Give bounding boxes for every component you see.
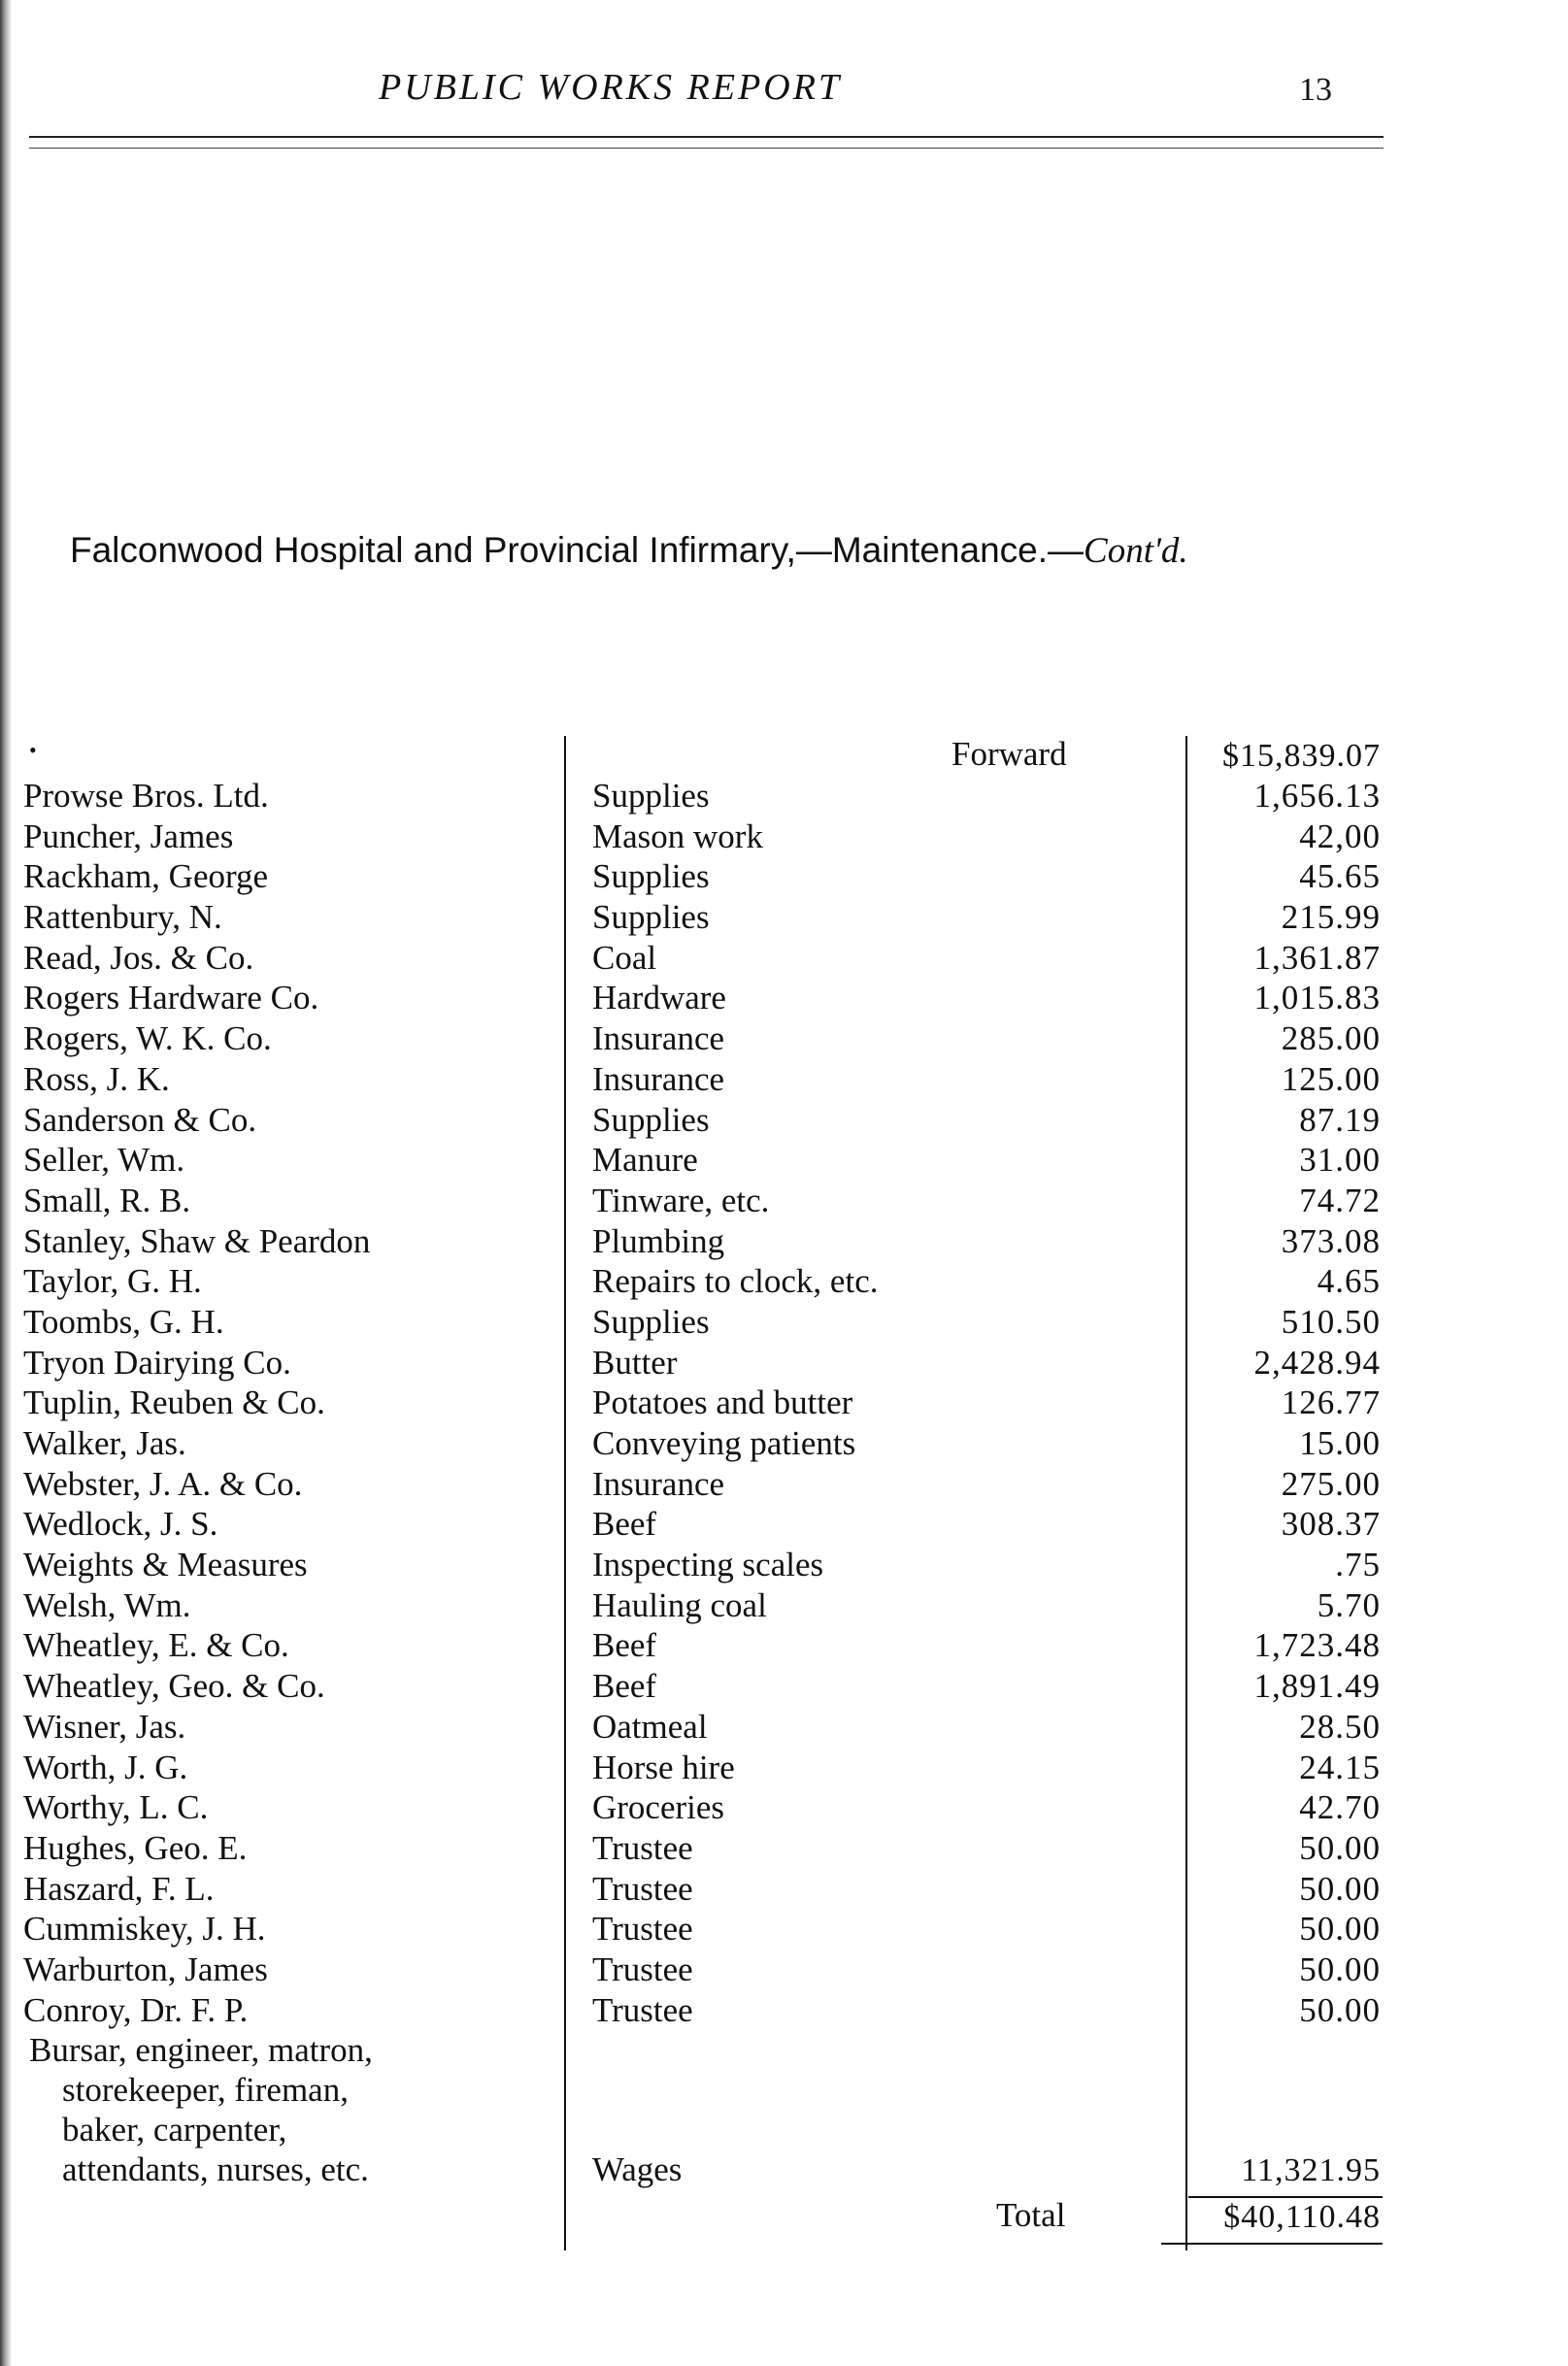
expense-amount: 126.77 xyxy=(1281,1383,1381,1422)
ledger-row xyxy=(0,1748,1398,1788)
payee-name: Rogers, W. K. Co. xyxy=(23,1019,272,1058)
expense-amount: 50.00 xyxy=(1299,1910,1381,1949)
section-title-text: Falconwood Hospital and Provincial Infirmary,—Maintenance.— xyxy=(70,530,1084,570)
expense-item: Insurance xyxy=(592,1059,725,1098)
ledger-row xyxy=(0,1383,1398,1423)
ledger-row xyxy=(0,1302,1398,1343)
expense-item: Trustee xyxy=(592,1949,693,1988)
expense-amount: 275.00 xyxy=(1281,1464,1381,1503)
forward-label: Forward xyxy=(951,735,1067,773)
expense-item: Supplies xyxy=(592,1302,710,1341)
expense-item: Hauling coal xyxy=(592,1585,767,1624)
wages-item: Wages xyxy=(592,2150,683,2188)
expense-amount: 74.72 xyxy=(1299,1181,1381,1219)
expense-item: Conveying patients xyxy=(592,1424,856,1462)
expense-item: Groceries xyxy=(592,1788,725,1827)
expense-amount: 2,428.94 xyxy=(1253,1343,1381,1382)
ledger-row xyxy=(0,1100,1398,1141)
expense-item: Beef xyxy=(592,1667,657,1706)
expense-amount: 215.99 xyxy=(1281,898,1381,937)
ledger-row xyxy=(0,1869,1398,1910)
expense-amount: 50.00 xyxy=(1299,1828,1381,1867)
payee-name: Prowse Bros. Ltd. xyxy=(23,777,269,815)
section-title xyxy=(70,530,1188,572)
bullet-mark: • xyxy=(29,738,37,762)
payee-name: Rackham, George xyxy=(23,857,269,896)
payee-name: Rogers Hardware Co. xyxy=(23,979,319,1017)
payee-name: Toombs, G. H. xyxy=(23,1302,224,1341)
expense-item: Inspecting scales xyxy=(592,1546,824,1584)
expense-amount: 4.65 xyxy=(1317,1262,1381,1301)
expense-amount: 50.00 xyxy=(1299,1949,1381,1988)
ledger-row xyxy=(0,1585,1398,1626)
header-rule-thin xyxy=(29,148,1384,149)
expense-amount: 125.00 xyxy=(1281,1059,1381,1098)
expense-amount: .75 xyxy=(1335,1546,1381,1584)
payee-name: Hughes, Geo. E. xyxy=(23,1828,248,1867)
ledger-row xyxy=(0,1787,1398,1828)
payee-name: Taylor, G. H. xyxy=(23,1262,202,1301)
payee-name: Worthy, L. C. xyxy=(23,1788,209,1827)
ledger-row xyxy=(0,1909,1398,1949)
payee-name: Seller, Wm. xyxy=(23,1141,185,1180)
payee-name: Wedlock, J. S. xyxy=(23,1505,218,1544)
ledger-row xyxy=(0,938,1398,979)
payee-name: Read, Jos. & Co. xyxy=(23,938,254,977)
payee-name: Sanderson & Co. xyxy=(23,1100,257,1139)
expense-amount: 285.00 xyxy=(1281,1019,1381,1058)
page-number: 13 xyxy=(1299,72,1332,108)
ledger-row xyxy=(0,1261,1398,1302)
payee-name: Webster, J. A. & Co. xyxy=(23,1464,303,1503)
payee-name: Tryon Dairying Co. xyxy=(23,1343,291,1382)
ledger-row xyxy=(0,1666,1398,1707)
expense-amount: 5.70 xyxy=(1317,1585,1381,1624)
ledger-row xyxy=(0,897,1398,938)
wages-line: storekeeper, fireman, xyxy=(62,2071,349,2109)
expense-amount: 1,723.48 xyxy=(1253,1626,1381,1665)
expense-amount: 50.00 xyxy=(1299,1990,1381,2029)
expense-item: Mason work xyxy=(592,816,763,855)
ledger-row xyxy=(0,1059,1398,1100)
payee-name: Ross, J. K. xyxy=(23,1059,170,1098)
ledger-row xyxy=(0,1464,1398,1505)
expense-item: Coal xyxy=(592,938,657,977)
expense-amount: 45.65 xyxy=(1299,857,1381,896)
wages-line: baker, carpenter, xyxy=(62,2111,287,2149)
expense-item: Supplies xyxy=(592,777,710,815)
wages-amount: 11,321.95 xyxy=(1241,2152,1381,2188)
payee-name: Cummiskey, J. H. xyxy=(23,1910,266,1949)
expense-item: Plumbing xyxy=(592,1221,725,1260)
expense-item: Trustee xyxy=(592,1828,693,1867)
ledger-row xyxy=(0,856,1398,897)
ledger-row xyxy=(0,1018,1398,1059)
payee-name: Wisner, Jas. xyxy=(23,1707,186,1746)
ledger-row xyxy=(0,1423,1398,1464)
payee-name: Stanley, Shaw & Peardon xyxy=(23,1221,371,1260)
expense-amount: 1,891.49 xyxy=(1253,1667,1381,1706)
ledger-row xyxy=(0,1828,1398,1869)
total-label: Total xyxy=(996,2196,1066,2234)
expense-item: Beef xyxy=(592,1505,657,1544)
expense-item: Manure xyxy=(592,1141,698,1180)
ledger-row xyxy=(0,776,1398,816)
payee-name: Welsh, Wm. xyxy=(23,1585,191,1624)
ledger-row xyxy=(0,1545,1398,1585)
expense-item: Potatoes and butter xyxy=(592,1383,853,1422)
expense-item: Supplies xyxy=(592,1100,710,1139)
expense-item: Horse hire xyxy=(592,1748,735,1786)
expense-amount: 510.50 xyxy=(1281,1302,1381,1341)
payee-name: Walker, Jas. xyxy=(23,1424,186,1462)
ledger-row xyxy=(0,978,1398,1018)
ledger-row xyxy=(0,1140,1398,1181)
expense-item: Trustee xyxy=(592,1990,693,2029)
expense-amount: 1,656.13 xyxy=(1253,777,1381,815)
running-head: PUBLIC WORKS REPORT xyxy=(379,67,843,108)
expense-item: Tinware, etc. xyxy=(592,1181,770,1219)
payee-name: Conroy, Dr. F. P. xyxy=(23,1990,249,2029)
expense-item: Hardware xyxy=(592,979,726,1017)
expense-item: Oatmeal xyxy=(592,1707,708,1746)
expense-amount: 42,00 xyxy=(1299,816,1381,855)
expense-item: Butter xyxy=(592,1343,678,1382)
payee-name: Warburton, James xyxy=(23,1949,268,1988)
expense-item: Supplies xyxy=(592,898,710,937)
expense-amount: 1,361.87 xyxy=(1253,938,1381,977)
ledger-row xyxy=(0,1343,1398,1383)
ledger-row xyxy=(0,1181,1398,1221)
total-underline xyxy=(1161,2243,1383,2245)
expense-amount: 1,015.83 xyxy=(1253,979,1381,1017)
ledger-row xyxy=(0,1221,1398,1262)
payee-name: Rattenbury, N. xyxy=(23,898,222,937)
expense-item: Insurance xyxy=(592,1464,725,1503)
expense-amount: 50.00 xyxy=(1299,1869,1381,1908)
payee-name: Puncher, James xyxy=(23,816,234,855)
ledger-row xyxy=(0,1504,1398,1545)
expense-amount: 42.70 xyxy=(1299,1788,1381,1827)
payee-name: Haszard, F. L. xyxy=(23,1869,215,1908)
expense-amount: 24.15 xyxy=(1299,1748,1381,1786)
sum-rule xyxy=(1188,2196,1383,2198)
expense-amount: 87.19 xyxy=(1299,1100,1381,1139)
payee-name: Wheatley, Geo. & Co. xyxy=(23,1667,325,1706)
ledger-rows xyxy=(0,776,1398,2030)
payee-name: Weights & Measures xyxy=(23,1546,308,1584)
payee-name: Worth, J. G. xyxy=(23,1748,188,1786)
header-rule xyxy=(29,136,1384,138)
expense-amount: 373.08 xyxy=(1281,1221,1381,1260)
expense-amount: 15.00 xyxy=(1299,1424,1381,1462)
wages-line: Bursar, engineer, matron, xyxy=(29,2031,373,2069)
expense-item: Trustee xyxy=(592,1910,693,1949)
payee-name: Wheatley, E. & Co. xyxy=(23,1626,289,1665)
expense-amount: 28.50 xyxy=(1299,1707,1381,1746)
ledger-row xyxy=(0,816,1398,857)
payee-name: Tuplin, Reuben & Co. xyxy=(23,1383,325,1422)
payee-name: Small, R. B. xyxy=(23,1181,191,1219)
expense-item: Supplies xyxy=(592,857,710,896)
expense-item: Beef xyxy=(592,1626,657,1665)
section-title-contd: Cont'd. xyxy=(1084,531,1188,571)
ledger-row xyxy=(0,1949,1398,1990)
ledger-row xyxy=(0,1625,1398,1666)
expense-amount: 31.00 xyxy=(1299,1141,1381,1180)
expense-amount: 308.37 xyxy=(1281,1505,1381,1544)
forward-amount: $15,839.07 xyxy=(1222,738,1381,774)
expense-item: Repairs to clock, etc. xyxy=(592,1262,879,1301)
total-amount: $40,110.48 xyxy=(1223,2199,1381,2235)
ledger-row xyxy=(0,1990,1398,2031)
wages-line: attendants, nurses, etc. xyxy=(62,2150,369,2188)
expense-item: Insurance xyxy=(592,1019,725,1058)
expense-item: Trustee xyxy=(592,1869,693,1908)
ledger-row xyxy=(0,1707,1398,1748)
